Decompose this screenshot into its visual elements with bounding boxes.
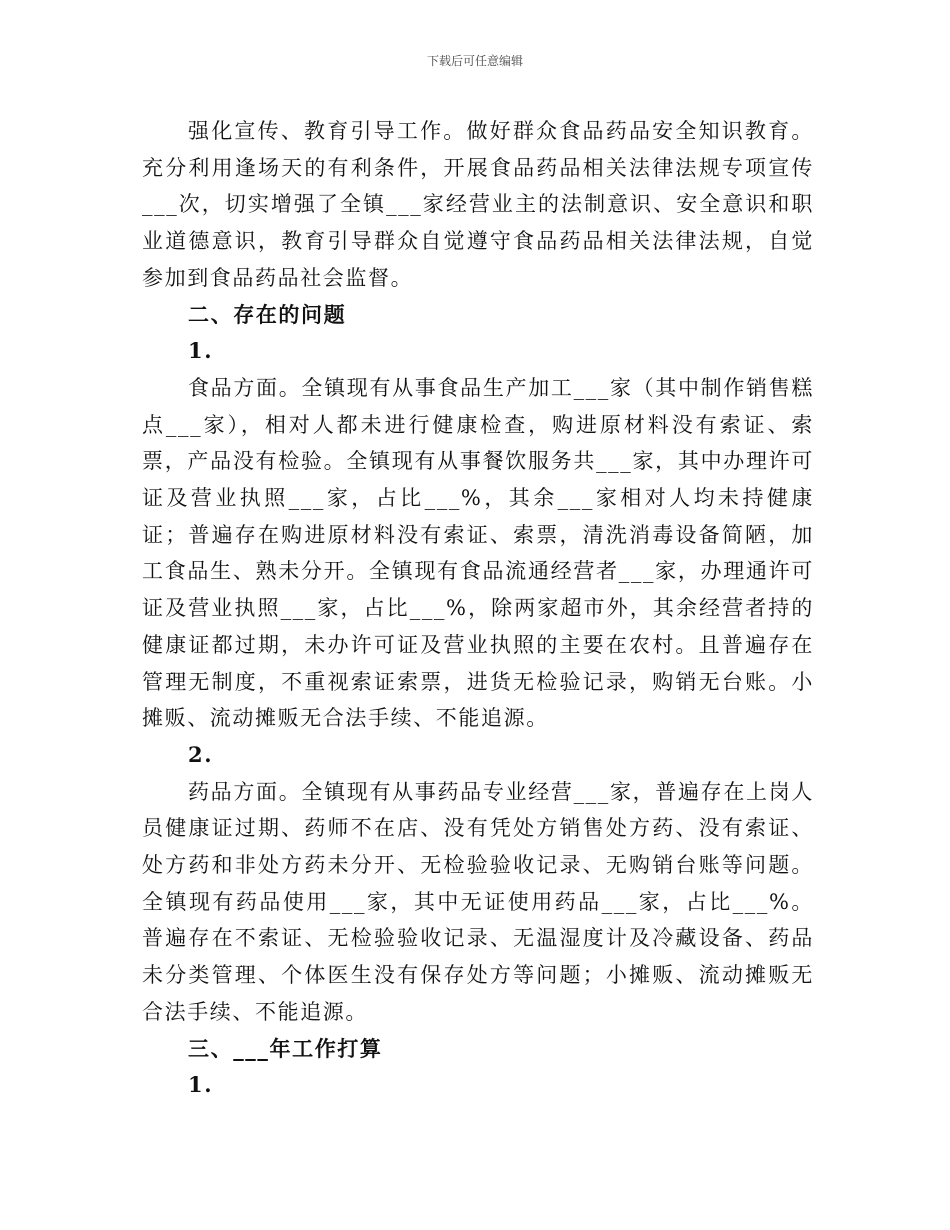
page-header: 下载后可任意编辑 [426,54,523,68]
document-body [142,113,814,1104]
paragraph-publicity: 强化宣传、教育引导工作。做好群众食品药品安全知识教育。充分利用逢场天的有利条件，开展食品药品相关法律法规专项宣传___次，切实增强了全镇___家经营业主的法制意识、安全意识和职业道德意识，教育引导群众自觉遵守食品药品相关法律法规，自觉参加到食品药品社会监督。 [142,119,814,290]
item-number-2: 2. [188,741,214,767]
section-heading-problems: 二、存在的问题 [188,301,347,327]
section-heading-plan: 三、___年工作打算 [188,1035,383,1061]
paragraph-drugs: 药品方面。全镇现有从事药品专业经营___家，普遍存在上岗人员健康证过期、药师不在店、没有凭处方销售处方药、没有索证、处方药和非处方药未分开、无检验验收记录、无购销台账等问题。全镇现有药品使用___家，其中无证使用药品___家，占比___%。普遍存在不索证、无检验验收记录、无温湿度计及冷藏设备、药品未分类管理、个体医生没有保存处方等问题；小摊贩、流动摊贩无合法手续、不能追源。 [142,779,814,1024]
paragraph-food: 食品方面。全镇现有从事食品生产加工___家（其中制作销售糕点___家），相对人都未进行健康检查，购进原材料没有索证、索票，产品没有检验。全镇现有从事餐饮服务共___家，其中办理许可证及营业执照___家，占比___%，其余___家相对人均未持健康证；普遍存在购进原材料没有索证、索票，清洗消毒设备简陋，加工食品生、熟未分开。全镇现有食品流通经营者___家，办理通许可证及营业执照___家，占比___%，除两家超市外，其余经营者持的健康证都过期，未办许可证及营业执照的主要在农村。且普遍存在管理无制度，不重视索证索票，进货无检验记录，购销无台账。小摊贩、流动摊贩无合法手续、不能追源。 [142,375,814,731]
item-number-3: 1. [188,1072,214,1098]
item-number-1: 1. [188,338,214,364]
